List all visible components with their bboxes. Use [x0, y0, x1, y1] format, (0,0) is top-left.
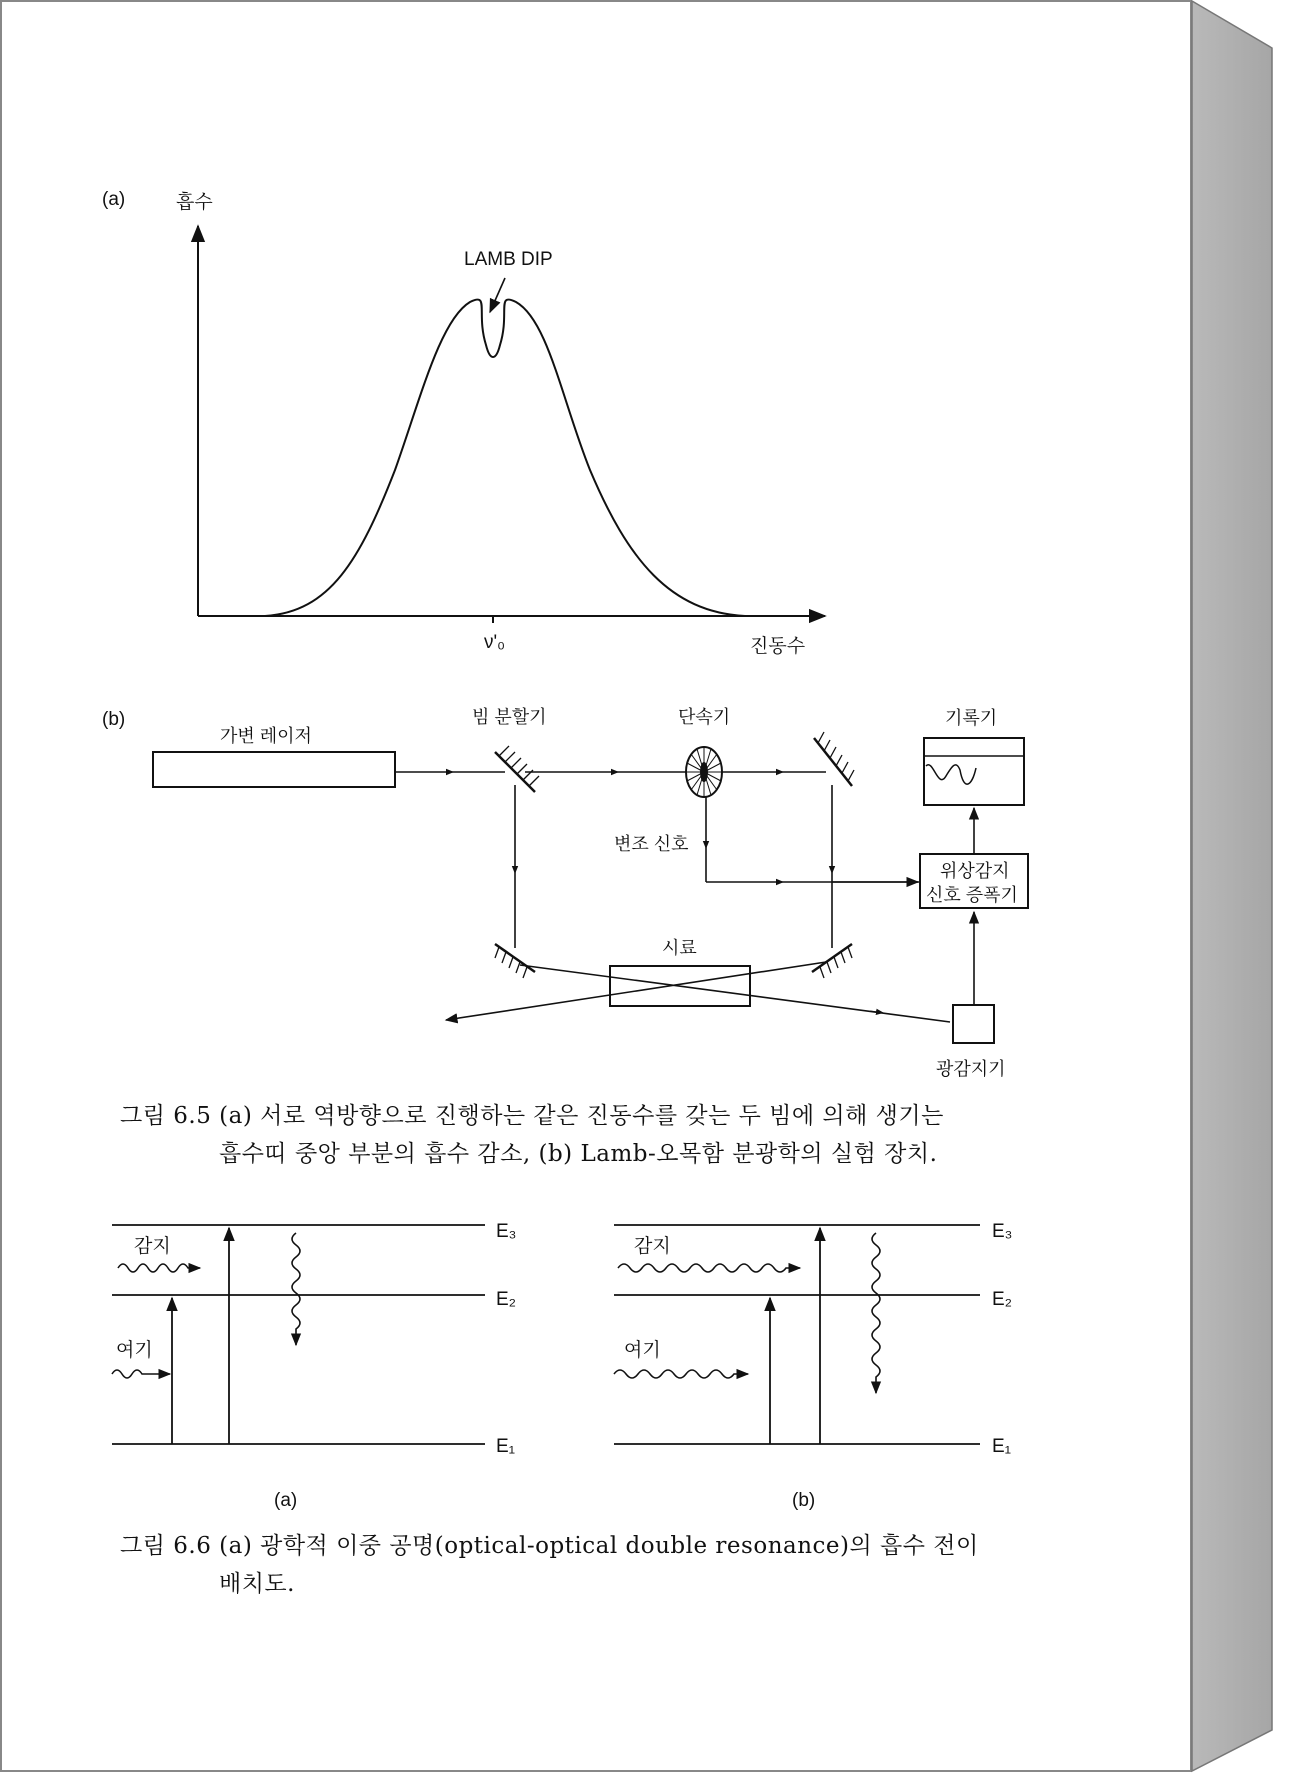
emission-wave-a: [292, 1233, 300, 1345]
beam-splitter-label: 빔 분할기: [472, 707, 547, 727]
emission-wave-b: [872, 1233, 880, 1393]
label-e2-a: E₂: [496, 1289, 517, 1310]
caption-6-5-line2: 흡수띠 중앙 부분의 흡수 감소, (b) Lamb-오목함 분광학의 실험 장치.: [219, 1141, 938, 1167]
label-e2-b: E₂: [992, 1289, 1013, 1310]
label-e1-b: E₁: [992, 1436, 1012, 1457]
caption-6-6-line2: 배치도.: [219, 1571, 295, 1597]
pump-wave-a: [112, 1370, 170, 1378]
sample-label: 시료: [662, 938, 697, 958]
label-e3-b: E₃: [992, 1221, 1013, 1242]
panel-label-a: (a): [102, 189, 126, 210]
panel-label-6-6b: (b): [792, 1490, 816, 1511]
caption-6-6-line1: 그림 6.6 (a) 광학적 이중 공명(optical-optical double resonance)의 흡수 전이: [120, 1533, 979, 1559]
probe-label-b: 감지: [634, 1236, 671, 1257]
label-e3-a: E₃: [496, 1221, 517, 1242]
chopper-label: 단속기: [678, 707, 731, 727]
probe-label-a: 감지: [134, 1236, 171, 1257]
energy-diagram-a: [112, 1221, 516, 1511]
recorder-label: 기록기: [945, 708, 998, 728]
label-e1-a: E₁: [496, 1436, 516, 1457]
pump-label-b: 여기: [624, 1340, 661, 1361]
center-tick-label: ν'₀: [484, 632, 506, 653]
energy-diagram-b: [614, 1221, 1012, 1511]
lockin-label-line1: 위상감지: [940, 861, 1010, 881]
panel-label-b: (b): [102, 709, 126, 730]
panel-label-6-6a: (a): [274, 1490, 298, 1511]
lamb-dip-label: LAMB DIP: [464, 249, 553, 270]
modulation-signal-label: 변조 신호: [614, 834, 689, 854]
pump-wave-b: [614, 1370, 748, 1378]
pump-label-a: 여기: [116, 1340, 153, 1361]
probe-wave-a: [118, 1264, 200, 1272]
caption-6-5-line1: 그림 6.5 (a) 서로 역방향으로 진행하는 같은 진동수를 갖는 두 빔에 의해 생기는: [120, 1103, 944, 1129]
lockin-label-line2: 신호 증폭기: [926, 885, 1018, 905]
x-axis-label: 진동수: [750, 636, 806, 657]
laser-label: 가변 레이저: [220, 726, 312, 746]
probe-wave-b: [618, 1264, 800, 1272]
y-axis-label: 흡수: [176, 192, 213, 213]
detector-label: 광감지기: [936, 1059, 1006, 1079]
